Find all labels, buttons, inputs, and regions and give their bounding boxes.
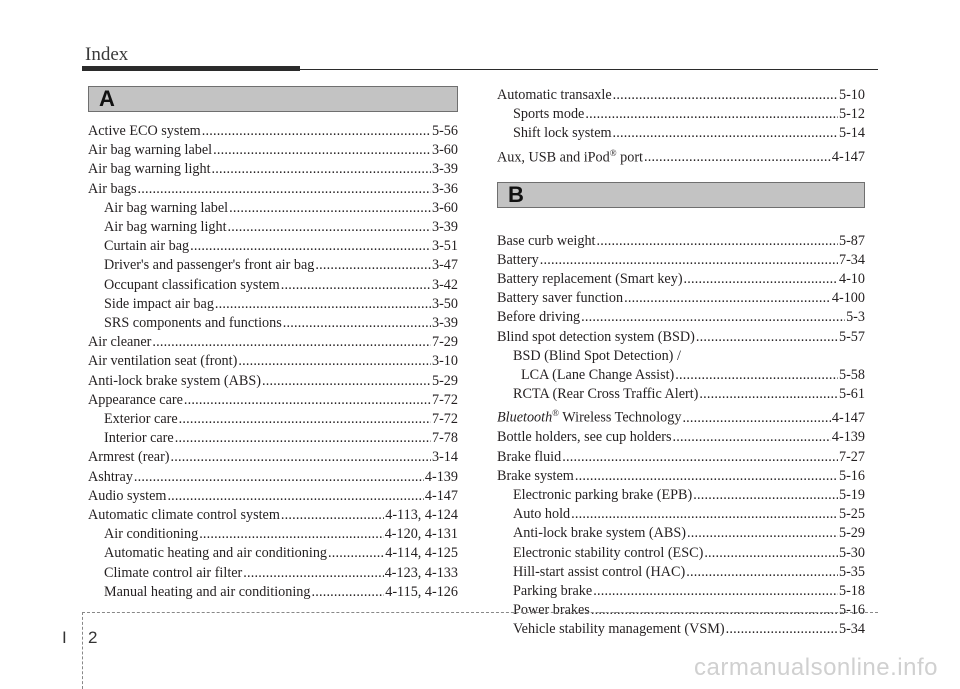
section-letter-b: B <box>508 181 524 207</box>
index-entry <box>88 256 458 275</box>
index-term: Automatic climate control system <box>88 507 280 524</box>
index-entry <box>497 544 865 563</box>
page-reference: 4-114, 4-125 <box>385 545 458 562</box>
index-list-a-continued <box>497 86 865 168</box>
page-reference: 4-139 <box>424 468 458 485</box>
index-entry <box>497 105 865 124</box>
index-entry <box>88 487 458 506</box>
index-entry <box>497 601 865 620</box>
page-reference: 5-10 <box>838 87 865 103</box>
index-entry <box>497 124 865 143</box>
footer-page-number: 2 <box>88 628 98 647</box>
index-term: Parking brake <box>513 582 593 599</box>
index-term: Bottle holders, see cup holders <box>497 429 672 446</box>
page-reference: 3-39 <box>431 161 458 178</box>
dot-leader <box>175 429 431 448</box>
index-term: Anti-lock brake system (ABS) <box>513 525 686 542</box>
index-entry <box>88 468 458 487</box>
dot-leader <box>311 583 384 602</box>
dot-leader <box>593 582 838 601</box>
dot-leader <box>699 385 838 404</box>
page-reference: 4-147 <box>831 149 865 166</box>
dot-leader <box>152 333 431 352</box>
index-entry <box>497 308 865 327</box>
index-entry <box>88 160 458 179</box>
index-entry <box>88 583 458 602</box>
dot-leader <box>202 122 431 141</box>
dot-leader <box>562 448 838 467</box>
index-term: Brake fluid <box>497 448 562 465</box>
index-entry <box>88 544 458 563</box>
index-term: Interior care <box>104 430 174 447</box>
index-term: Appearance care <box>88 391 183 408</box>
dot-leader <box>199 525 384 544</box>
dot-leader <box>184 391 431 410</box>
index-term: Anti-lock brake system (ABS) <box>88 372 261 389</box>
dot-leader <box>212 160 431 179</box>
index-entry <box>497 347 865 366</box>
index-entry <box>497 270 865 289</box>
index-term: Air bag warning label <box>88 142 213 159</box>
index-term: Base curb weight <box>497 232 596 249</box>
index-entry <box>497 486 865 505</box>
index-entry <box>88 295 458 314</box>
dot-leader <box>262 372 431 391</box>
header-rule-thick <box>82 66 300 71</box>
dot-leader <box>613 86 838 105</box>
index-entry <box>497 289 865 308</box>
dot-leader <box>684 270 838 289</box>
dot-leader <box>675 366 838 385</box>
page-reference: 7-78 <box>431 430 458 447</box>
dot-leader <box>686 563 838 582</box>
index-entry <box>497 251 865 270</box>
page-reference: 4-10 <box>838 270 865 287</box>
index-term: BSD (Blind Spot Detection) / <box>513 347 681 364</box>
page-reference: 5-29 <box>838 525 865 542</box>
index-term: Exterior care <box>104 411 178 428</box>
dot-leader <box>585 105 838 124</box>
dot-leader <box>229 199 431 218</box>
page-reference: 3-60 <box>431 199 458 216</box>
index-term: Air bag warning light <box>88 161 211 178</box>
dot-leader <box>624 289 831 308</box>
index-entry <box>88 391 458 410</box>
page-reference: 5-12 <box>838 106 865 123</box>
footer-rule <box>82 612 878 613</box>
dot-leader <box>315 256 431 275</box>
dot-leader <box>238 352 431 371</box>
index-term: Air conditioning <box>104 526 199 543</box>
page-reference: 4-100 <box>831 290 865 307</box>
page-reference: 3-39 <box>431 219 458 236</box>
index-term: Air bag warning label <box>104 199 229 216</box>
index-entry <box>88 180 458 199</box>
index-entry <box>88 199 458 218</box>
index-entry <box>88 429 458 448</box>
page-reference: 5-61 <box>838 386 865 403</box>
index-term: Brake system <box>497 467 574 484</box>
dot-leader <box>190 237 431 256</box>
dot-leader <box>613 124 838 143</box>
index-entry <box>88 276 458 295</box>
section-header-b <box>497 182 865 208</box>
dot-leader <box>213 141 431 160</box>
section-letter-a: A <box>99 86 115 111</box>
index-term: Automatic heating and air conditioning <box>104 545 328 562</box>
dot-leader <box>228 218 431 237</box>
page-reference: 3-60 <box>431 142 458 159</box>
index-entry <box>88 372 458 391</box>
header-rule-thin <box>300 69 878 70</box>
index-entry <box>497 467 865 486</box>
index-term: Electronic stability control (ESC) <box>513 544 704 561</box>
index-term: Power brakes <box>513 602 590 619</box>
index-term: Active ECO system <box>88 123 201 139</box>
page-reference: 4-120, 4-131 <box>384 526 458 543</box>
page-reference: 7-72 <box>431 391 458 408</box>
dot-leader <box>243 564 383 583</box>
page-reference: 4-147 <box>424 487 458 504</box>
index-entry <box>497 563 865 582</box>
index-term: Before driving <box>497 309 581 326</box>
index-entry <box>88 122 458 141</box>
index-term: Manual heating and air conditioning <box>104 583 311 600</box>
index-entry <box>497 366 865 385</box>
index-term: Ashtray <box>88 468 133 485</box>
index-term: Battery <box>497 251 539 268</box>
index-entry <box>88 141 458 160</box>
index-term: Climate control air filter <box>104 564 243 581</box>
index-term: Air ventilation seat (front) <box>88 353 238 370</box>
index-list-a <box>88 122 458 602</box>
dot-leader <box>673 428 831 447</box>
index-entry <box>497 328 865 347</box>
index-list-b <box>497 232 865 640</box>
page-reference: 7-34 <box>838 251 865 268</box>
dot-leader <box>704 544 838 563</box>
index-term: Air bags <box>88 180 137 197</box>
index-term: Armrest (rear) <box>88 449 170 466</box>
index-term: SRS components and functions <box>104 315 282 332</box>
index-entry <box>497 232 865 251</box>
page-reference: 3-36 <box>431 180 458 197</box>
index-term: Air cleaner <box>88 334 152 351</box>
index-entry <box>88 237 458 256</box>
dot-leader <box>696 328 838 347</box>
page-reference: 7-27 <box>838 448 865 465</box>
dot-leader <box>134 468 424 487</box>
page-reference: 3-51 <box>431 238 458 255</box>
dot-leader <box>693 486 838 505</box>
page-reference: 5-3 <box>846 309 865 326</box>
page-reference: 4-115, 4-126 <box>385 583 458 600</box>
page-reference: 4-113, 4-124 <box>385 507 458 524</box>
page-reference: 4-139 <box>831 429 865 446</box>
page-reference: 5-16 <box>838 467 865 484</box>
index-entry <box>497 620 865 639</box>
dot-leader <box>328 544 384 563</box>
page-reference: 3-50 <box>431 295 458 312</box>
index-term: Vehicle stability management (VSM) <box>513 621 725 638</box>
dot-leader <box>171 448 431 467</box>
page-reference: 5-87 <box>838 232 865 249</box>
index-column-right <box>497 86 865 640</box>
dot-leader <box>179 410 431 429</box>
page-reference: 5-14 <box>838 125 865 142</box>
dot-leader <box>571 505 838 524</box>
index-term: Air bag warning light <box>104 219 227 236</box>
index-term: Automatic transaxle <box>497 87 612 103</box>
page-reference: 3-10 <box>431 353 458 370</box>
page-reference: 4-147 <box>831 410 865 427</box>
index-term: Audio system <box>88 487 167 504</box>
page-reference: 3-42 <box>431 276 458 293</box>
page-reference: 3-47 <box>431 257 458 274</box>
index-term: Electronic parking brake (EPB) <box>513 486 693 503</box>
index-term: Driver's and passenger's front air bag <box>104 257 315 274</box>
index-entry <box>497 582 865 601</box>
index-term: LCA (Lane Change Assist) <box>521 366 675 383</box>
index-column-left <box>88 86 458 602</box>
page-reference: 7-29 <box>431 334 458 351</box>
dot-leader <box>644 148 831 167</box>
index-term: Auto hold <box>513 506 571 523</box>
index-term: RCTA (Rear Cross Traffic Alert) <box>513 386 699 403</box>
page-reference: 5-57 <box>838 328 865 345</box>
page-reference: 5-19 <box>838 486 865 503</box>
footer-section-label: I <box>62 628 67 647</box>
index-entry <box>497 524 865 543</box>
index-entry <box>88 525 458 544</box>
page-reference: 5-56 <box>431 123 458 139</box>
dot-leader <box>687 524 838 543</box>
page-title: Index <box>85 44 129 65</box>
dot-leader <box>682 409 830 428</box>
index-term: Blind spot detection system (BSD) <box>497 328 695 345</box>
index-entry <box>497 428 865 447</box>
index-entry <box>497 144 865 168</box>
index-entry <box>497 86 865 105</box>
index-entry <box>88 218 458 237</box>
dot-leader <box>726 620 838 639</box>
index-term: Aux, USB and iPod® port <box>497 147 643 166</box>
index-entry <box>88 506 458 525</box>
dot-leader <box>575 467 838 486</box>
dot-leader <box>215 295 431 314</box>
watermark: carmanualsonline.info <box>694 654 938 681</box>
dot-leader <box>540 251 838 270</box>
section-header-a <box>88 86 458 112</box>
index-term: Battery saver function <box>497 290 624 307</box>
dot-leader <box>597 232 838 251</box>
footer-divider <box>82 612 83 689</box>
page-reference: 4-123, 4-133 <box>384 564 458 581</box>
index-term: Battery replacement (Smart key) <box>497 270 683 287</box>
index-entry <box>88 314 458 333</box>
index-entry <box>497 404 865 428</box>
page-reference: 5-29 <box>431 372 458 389</box>
index-term: Shift lock system <box>513 125 612 142</box>
index-term: Occupant classification system <box>104 276 280 293</box>
page-reference: 3-39 <box>431 315 458 332</box>
page-reference: 3-14 <box>431 449 458 466</box>
dot-leader <box>591 601 838 620</box>
index-entry <box>497 505 865 524</box>
index-entry <box>88 564 458 583</box>
page-reference: 5-18 <box>838 582 865 599</box>
page-reference: 5-35 <box>838 563 865 580</box>
dot-leader <box>281 506 384 525</box>
index-entry <box>497 448 865 467</box>
dot-leader <box>283 314 431 333</box>
index-entry <box>497 385 865 404</box>
page-reference: 5-58 <box>838 366 865 383</box>
index-entry <box>88 448 458 467</box>
index-entry <box>88 410 458 429</box>
index-entry <box>88 352 458 371</box>
index-term: Side impact air bag <box>104 295 214 312</box>
dot-leader <box>167 487 423 506</box>
index-term: Bluetooth® Wireless Technology <box>497 408 682 427</box>
page-reference: 5-25 <box>838 506 865 523</box>
dot-leader <box>137 180 431 199</box>
dot-leader <box>581 308 845 327</box>
page-reference: 5-16 <box>838 602 865 619</box>
dot-leader <box>281 276 431 295</box>
index-term: Hill-start assist control (HAC) <box>513 563 686 580</box>
index-term: Sports mode <box>513 106 585 123</box>
page-reference: 5-34 <box>838 621 865 638</box>
index-entry <box>88 333 458 352</box>
page-reference: 5-30 <box>838 544 865 561</box>
page-reference: 7-72 <box>431 411 458 428</box>
index-term: Curtain air bag <box>104 238 190 255</box>
